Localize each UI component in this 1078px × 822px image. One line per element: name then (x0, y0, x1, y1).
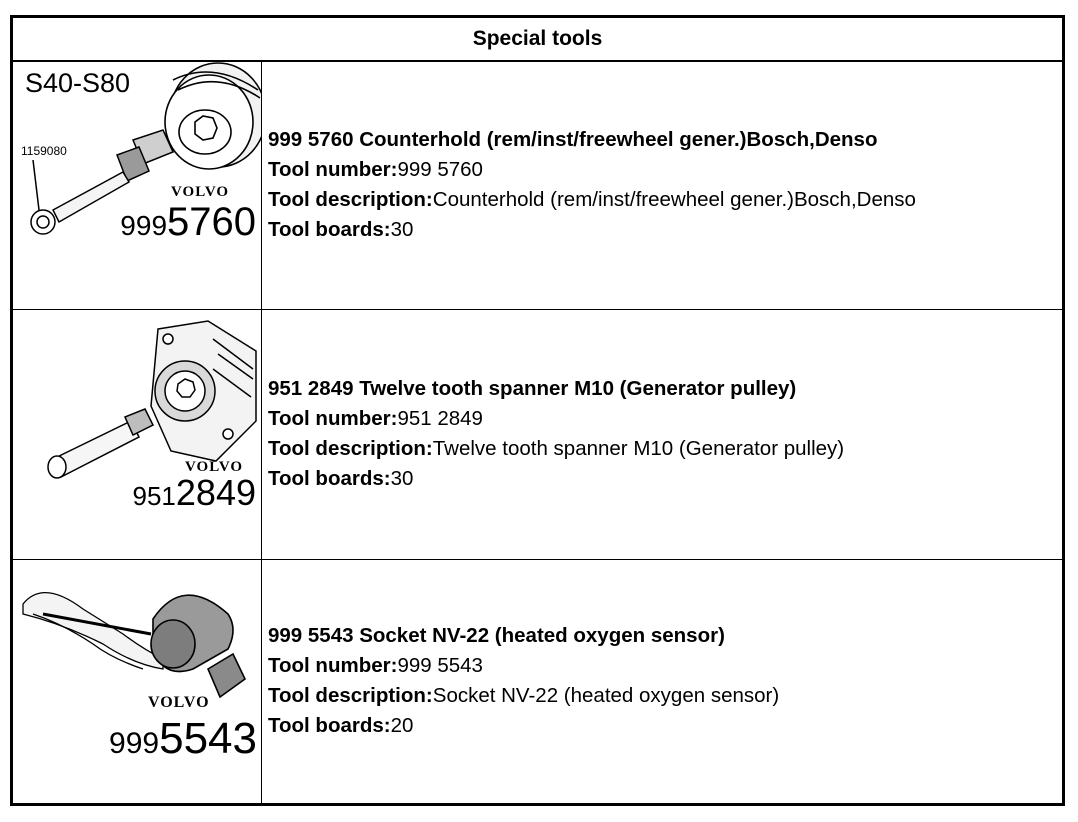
tool-code: 9995760 (120, 200, 256, 244)
special-tools-table (10, 15, 1065, 806)
tool-number-value: 999 5760 (397, 157, 483, 181)
tool-boards-line (268, 464, 1058, 494)
tool-illustration (13, 309, 262, 559)
tool-code: 9512849 (132, 472, 256, 513)
tool-row (13, 559, 1062, 803)
tool-boards-label: Tool boards: (268, 714, 391, 737)
tool-number-value: 951 2849 (397, 407, 483, 430)
tool-boards-value: 30 (390, 467, 414, 490)
tool-code: 9995543 (109, 714, 257, 763)
tool-boards-label: Tool boards: (268, 217, 391, 241)
volvo-brand: VOLVO (171, 184, 230, 200)
spanner-icon (48, 409, 153, 478)
counterhold-tool-drawing (13, 60, 261, 309)
tool-number-line (268, 404, 1058, 434)
tool-description-value: Twelve tooth spanner M10 (Generator pulley) (432, 437, 845, 460)
tool-description-line (268, 681, 1058, 711)
tool-row (13, 60, 1062, 310)
tool-heading: 999 5543 Socket NV-22 (heated oxygen sensor) (268, 624, 725, 647)
tool-boards-label: Tool boards: (268, 467, 391, 490)
tool-number-label: Tool number: (268, 654, 398, 677)
tool-illustration (13, 60, 262, 309)
socket-tool-drawing (13, 559, 261, 803)
tool-description-value: Counterhold (rem/inst/freewheel gener.)Bosch,Denso (432, 187, 916, 211)
tool-description-line (268, 434, 1058, 464)
tool-number-line (268, 155, 1058, 185)
model-label: S40-S80 (25, 68, 131, 98)
tool-info (268, 60, 1058, 309)
socket-icon (151, 595, 245, 697)
tool-heading: 999 5760 Counterhold (rem/inst/freewheel gener.)Bosch,Denso (268, 127, 878, 151)
tool-number-value: 999 5543 (397, 654, 483, 677)
tool-row (13, 309, 1062, 560)
part-callout: 1159080 (21, 144, 67, 158)
tool-info (268, 309, 1058, 559)
spanner-tool-drawing (13, 309, 261, 559)
tool-description-label: Tool description: (268, 437, 433, 460)
tool-info (268, 559, 1058, 803)
tool-number-line (268, 651, 1058, 681)
tool-heading: 951 2849 Twelve tooth spanner M10 (Generator pulley) (268, 377, 797, 400)
volvo-brand: VOLVO (148, 694, 210, 711)
tool-description-value: Socket NV-22 (heated oxygen sensor) (432, 684, 780, 707)
tool-boards-value: 30 (390, 217, 414, 241)
tool-description-label: Tool description: (268, 684, 433, 707)
tool-number-label: Tool number: (268, 407, 398, 430)
tool-description-line (268, 185, 1058, 215)
tool-number-label: Tool number: (268, 157, 398, 181)
table-title: Special tools (13, 18, 1062, 62)
generator-icon (151, 321, 256, 461)
pulley-icon (165, 63, 261, 169)
tool-boards-line (268, 215, 1058, 245)
tool-boards-line (268, 711, 1058, 741)
tool-description-label: Tool description: (268, 187, 433, 211)
volvo-brand: VOLVO (185, 459, 244, 475)
tool-boards-value: 20 (390, 714, 414, 737)
tool-illustration (13, 559, 262, 803)
